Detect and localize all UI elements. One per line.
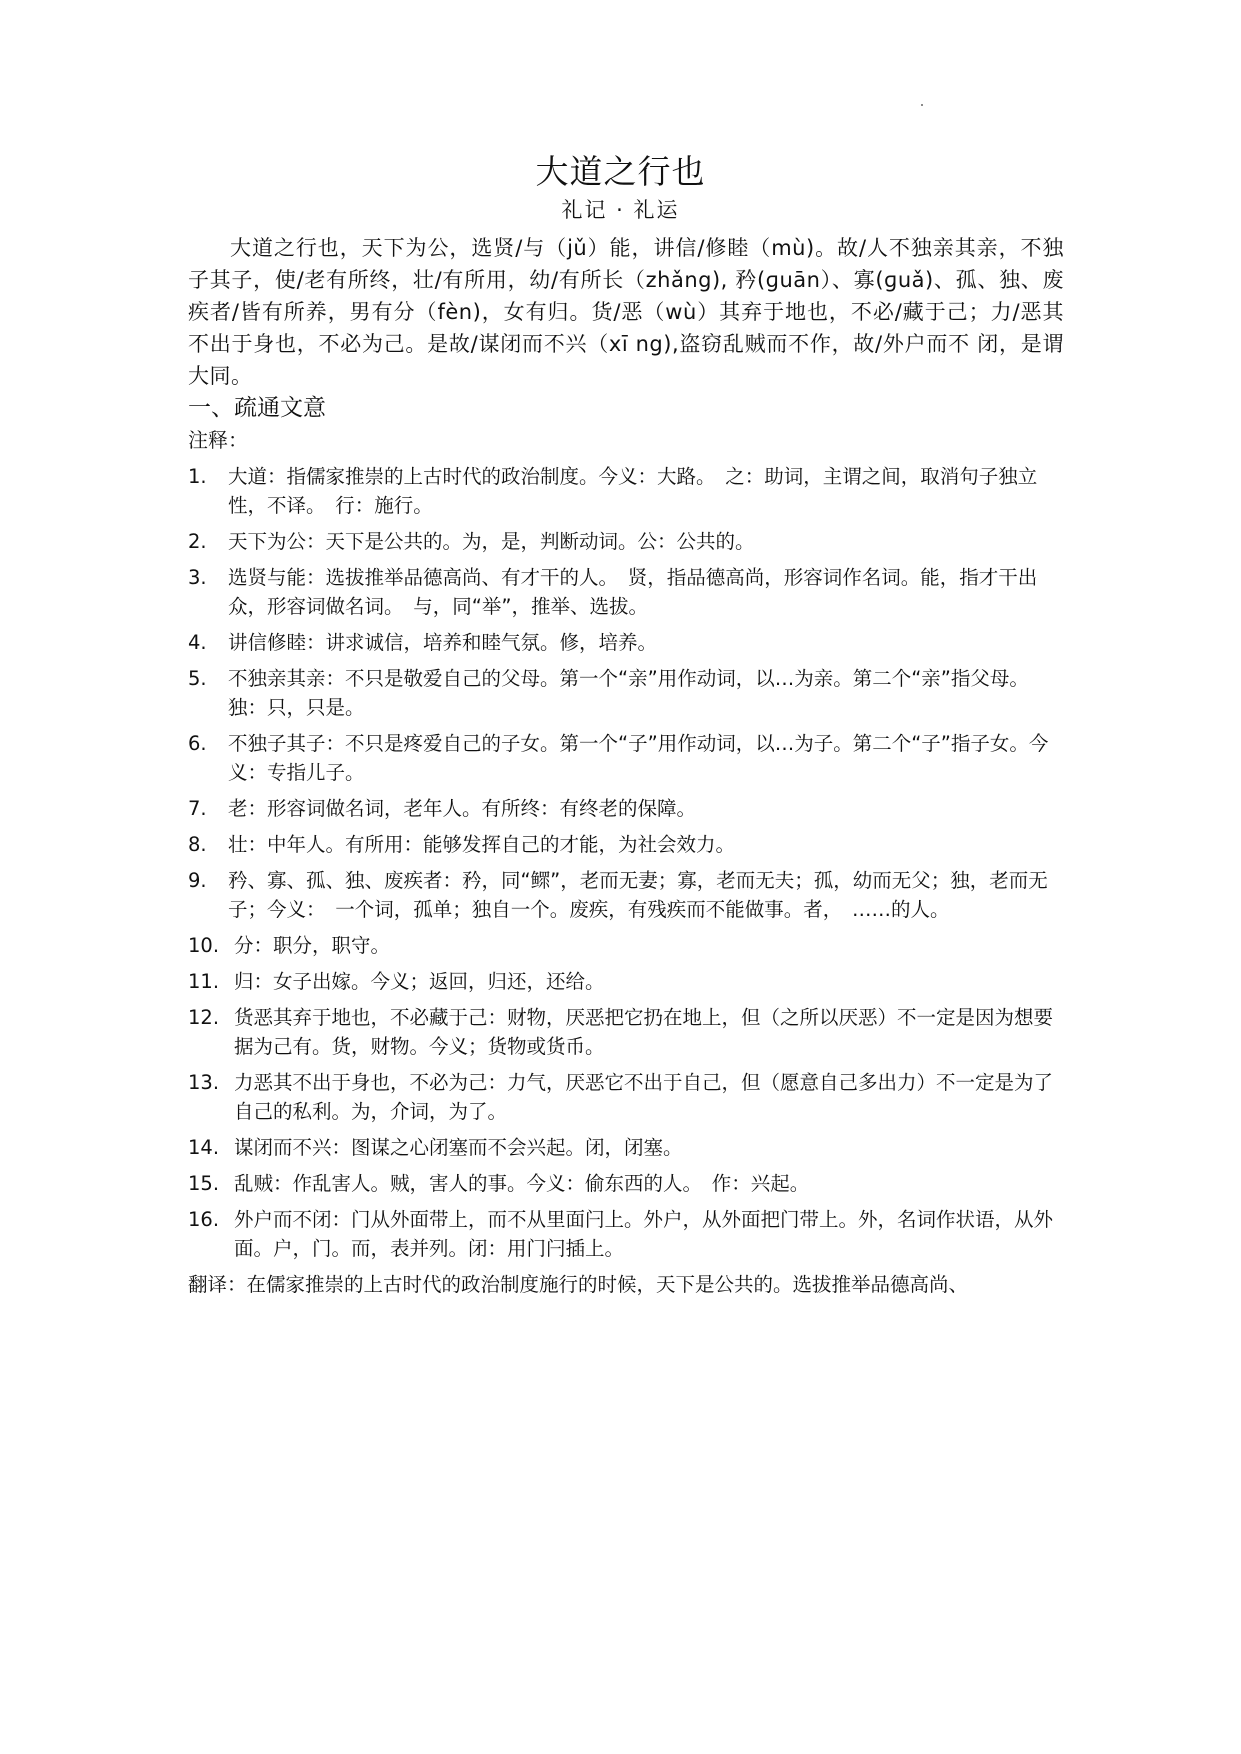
note-number: 4. [188,631,207,654]
note-text: 天下为公：天下是公共的。为，是，判断动词。公：公共的。 [228,530,755,553]
note-text: 外户而不闭：门从外面带上，而不从里面闩上。外户，从外面把门带上。外，名词作状语，从外面。户，门。而，表并列。闭：用门闩插上。 [234,1208,1054,1260]
note-number: 14. [188,1136,220,1159]
note-number: 10. [188,934,220,957]
note-text: 归：女子出嫁。今义；返回，归还，还给。 [234,970,605,993]
note-item [188,866,1064,924]
note-number: 11. [188,970,220,993]
note-item [188,967,1064,996]
note-number: 5. [188,667,207,690]
note-text: 不独亲其亲：不只是敬爱自己的父母。第一个“亲”用作动词，以…为亲。第二个“亲”指父母。独：只，只是。 [228,667,1029,719]
document-subtitle: 礼记 · 礼运 [561,198,680,222]
note-number: 6. [188,732,207,755]
translation-line: 翻译：在儒家推崇的上古时代的政治制度施行的时候，天下是公共的。选拔推举品德高尚、 [188,1273,969,1296]
note-item [188,628,1064,657]
note-text: 乱贼：作乱害人。贼，害人的事。今义：偷东西的人。 作：兴起。 [234,1172,810,1195]
note-text: 壮：中年人。有所用：能够发挥自己的才能，为社会效力。 [228,833,736,856]
note-item [188,794,1064,823]
note-number: 15. [188,1172,220,1195]
note-item [188,729,1064,787]
note-item [188,462,1064,520]
note-number: 3. [188,566,207,589]
section-heading: 一、疏通文意 [188,395,326,421]
notes-list [188,462,1064,1263]
note-text: 选贤与能：选拔推举品德高尚、有才干的人。 贤，指品德高尚，形容词作名词。能，指才干出众，形容词做名词。 与，同“举”，推举、选拔。 [228,566,1038,618]
document-body [188,232,1064,1299]
note-number: 7. [188,797,207,820]
note-item [188,1068,1064,1126]
note-text: 老：形容词做名词，老年人。有所终：有终老的保障。 [228,797,697,820]
note-item [188,563,1064,621]
note-text: 矜、寡、孤、独、废疾者：矜，同“鳏”，老而无妻；寡，老而无夫；孤，幼而无父；独，老而无子；今义： 一个词，孤单；独自一个。废疾，有残疾而不能做事。者， ……的人。 [228,869,1048,921]
note-number: 1. [188,465,207,488]
main-text-paragraph: 大道之行也，天下为公，选贤/与（jǔ）能，讲信/修睦（mù)。故/人不独亲其亲，不独子其子，使/老有所终，壮/有所用，幼/有所长（zhǎng), 矜(ɡuān）、寡(ɡuǎ)、孤、独、废疾者/皆有所养，男有分（fèn)，女有归。货/恶（wù）其弃于地也，不必/藏于己；力/恶其不出于身也，不必为己。是故/谋闭而不兴（xī ng),盗窃乱贼而不作，故/外户而不 闭，是谓大同。 [188,236,1064,388]
note-item [188,1133,1064,1162]
note-number: 13. [188,1071,220,1094]
note-text: 货恶其弃于地也，不必藏于己：财物，厌恶把它扔在地上，但（之所以厌恶）不一定是因为想要据为己有。货，财物。今义；货物或货币。 [234,1006,1054,1058]
note-item [188,527,1064,556]
note-item [188,830,1064,859]
note-number: 16. [188,1208,220,1231]
note-item [188,1169,1064,1198]
document-title: 大道之行也 [535,152,706,191]
notes-label: 注释： [188,428,248,452]
note-item [188,1205,1064,1263]
note-text: 讲信修睦：讲求诚信，培养和睦气氛。修，培养。 [228,631,658,654]
note-text: 谋闭而不兴：图谋之心闭塞而不会兴起。闭，闭塞。 [234,1136,683,1159]
note-text: 分：职分，职守。 [234,934,391,957]
note-item [188,931,1064,960]
note-number: 9. [188,869,207,892]
note-number: 8. [188,833,207,856]
note-text: 大道：指儒家推崇的上古时代的政治制度。今义：大路。 之：助词，主谓之间，取消句子独立性，不译。 行：施行。 [228,465,1038,517]
note-item [188,1003,1064,1061]
note-item [188,664,1064,722]
note-text: 力恶其不出于身也，不必为己：力气，厌恶它不出于自己，但（愿意自己多出力）不一定是为了自己的私利。为，介词，为了。 [234,1071,1054,1123]
note-number: 2. [188,530,207,553]
note-number: 12. [188,1006,220,1029]
note-text: 不独子其子：不只是疼爱自己的子女。第一个“子”用作动词，以…为子。第二个“子”指子女。今义：专指儿子。 [228,732,1049,784]
scan-speck [921,104,923,106]
